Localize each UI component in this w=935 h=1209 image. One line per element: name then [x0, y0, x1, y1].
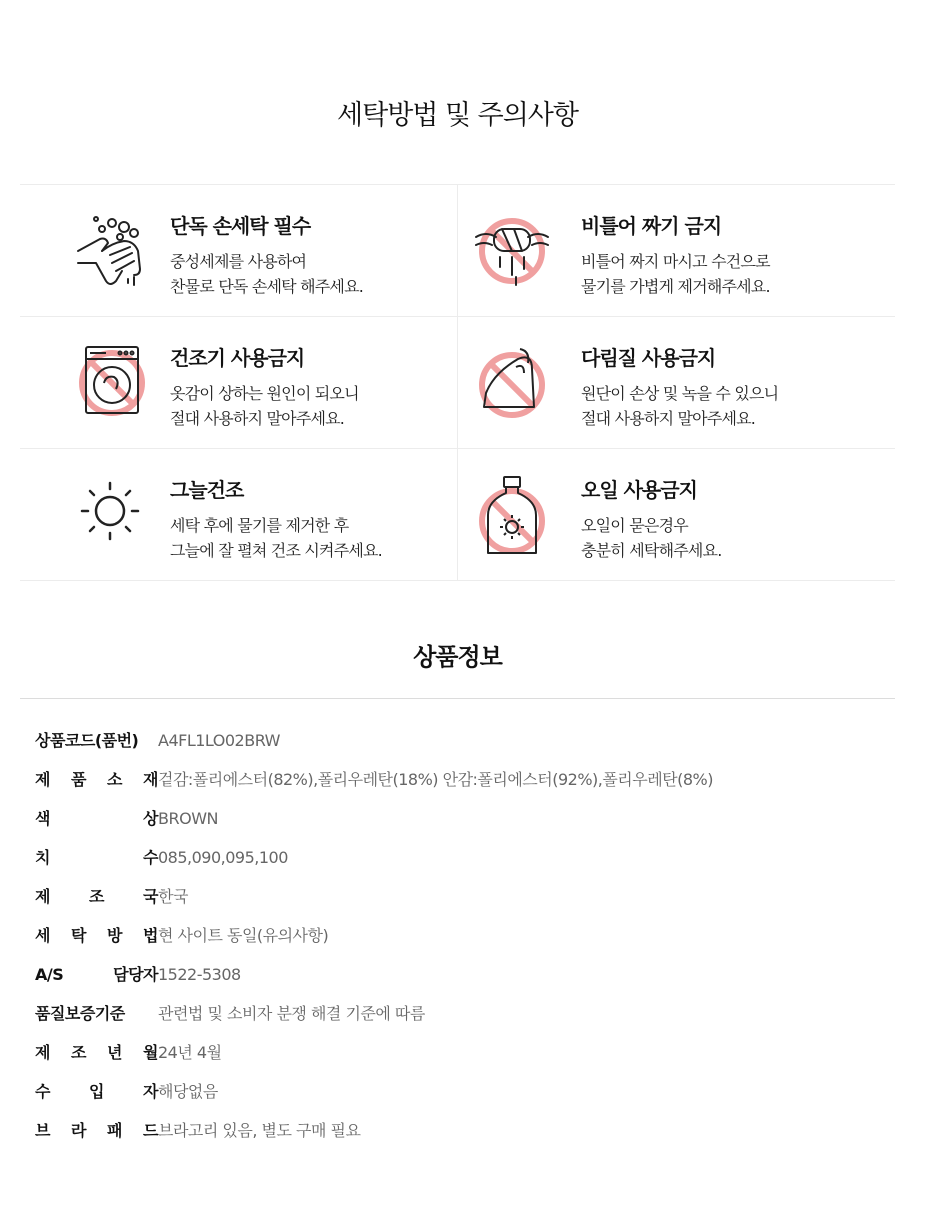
info-label-part: 자 — [143, 1082, 158, 1101]
info-row — [35, 1081, 755, 1105]
care-text-line: 찬물로 단독 손세탁 해주세요. — [170, 277, 364, 296]
hand-wash-icon — [72, 211, 152, 291]
info-label-part: 치 — [35, 848, 50, 867]
care-text-line: 물기를 가볍게 제거해주세요. — [581, 277, 770, 296]
care-text-line: 중성세제를 사용하여 — [170, 252, 307, 271]
info-value: 겉감:폴리에스터(82%),폴리우레탄(18%) 안감:폴리에스터(92%),폴리우레탄(8%) — [158, 770, 713, 789]
info-label-part: 상 — [143, 809, 158, 828]
info-value: 현 사이트 동일(유의사항) — [158, 926, 329, 945]
care-text-line: 절대 사용하지 말아주세요. — [581, 409, 756, 428]
care-heading: 단독 손세탁 필수 — [170, 214, 311, 238]
no-iron-icon — [472, 343, 552, 423]
info-label — [35, 1081, 158, 1103]
info-label — [35, 925, 158, 947]
care-text-line: 절대 사용하지 말아주세요. — [170, 409, 345, 428]
info-label-part: A/S — [35, 965, 64, 984]
info-label-part: 재 — [143, 770, 158, 789]
care-item-no-iron — [457, 317, 895, 449]
info-label-part: 입 — [89, 1082, 104, 1101]
no-oil-icon — [472, 475, 552, 555]
info-label — [35, 964, 158, 986]
info-label-part: 조 — [89, 887, 104, 906]
info-value: 085,090,095,100 — [158, 848, 288, 867]
care-heading: 건조기 사용금지 — [170, 346, 305, 370]
info-label-part: 패 — [107, 1121, 122, 1140]
info-label-part: 브 — [35, 1121, 50, 1140]
care-item-no-oil — [457, 449, 895, 581]
info-label-part: 수 — [143, 848, 158, 867]
info-label-part: 상품코드(품번) — [35, 731, 139, 750]
info-label-part: 세 — [35, 926, 50, 945]
care-text-line: 충분히 세탁해주세요. — [581, 541, 722, 560]
info-value: 브라고리 있음, 별도 구매 필요 — [158, 1121, 361, 1140]
info-label — [35, 730, 158, 752]
info-label — [35, 808, 158, 830]
info-value: 해당없음 — [158, 1082, 218, 1101]
info-row — [35, 964, 755, 988]
info-label-part: 라 — [71, 1121, 86, 1140]
no-wring-icon — [472, 211, 552, 291]
care-section-title: 세탁방법 및 주의사항 — [337, 100, 578, 131]
care-item-no-wring — [457, 185, 895, 317]
care-text-line: 옷감이 상하는 원인이 되오니 — [170, 384, 359, 403]
care-grid — [20, 184, 895, 581]
care-text-line: 그늘에 잘 펼쳐 건조 시켜주세요. — [170, 541, 382, 560]
info-label-part: 탁 — [71, 926, 86, 945]
info-value: A4FL1LO02BRW — [158, 731, 280, 750]
care-heading: 그늘건조 — [170, 478, 244, 502]
info-row — [35, 808, 755, 832]
care-text-line: 비틀어 짜지 마시고 수건으로 — [581, 252, 770, 271]
info-row — [35, 769, 755, 793]
info-section-title: 상품정보 — [413, 643, 502, 671]
no-dryer-icon — [72, 343, 152, 423]
care-heading: 비틀어 짜기 금지 — [581, 214, 722, 238]
info-label-part: 제 — [35, 887, 50, 906]
info-label — [35, 769, 158, 791]
info-value: 한국 — [158, 887, 188, 906]
info-row — [35, 847, 755, 871]
care-text-line: 오일이 묻은경우 — [581, 516, 688, 535]
info-label-part: 담당자 — [113, 965, 158, 984]
info-label-part: 제 — [35, 1043, 50, 1062]
info-label-part: 년 — [107, 1043, 122, 1062]
info-value: 관련법 및 소비자 분쟁 해결 기준에 따름 — [158, 1004, 425, 1023]
info-row — [35, 1120, 755, 1144]
info-label-part: 색 — [35, 809, 50, 828]
info-label-part: 월 — [143, 1043, 158, 1062]
info-row — [35, 1042, 755, 1066]
info-label-part: 조 — [71, 1043, 86, 1062]
info-label-part: 수 — [35, 1082, 50, 1101]
info-row — [35, 925, 755, 949]
info-row — [35, 1003, 755, 1027]
info-label-part: 드 — [143, 1121, 158, 1140]
sun-icon — [72, 475, 152, 555]
care-heading: 다림질 사용금지 — [581, 346, 716, 370]
info-label-part: 품질보증기준 — [35, 1004, 125, 1023]
care-item-shade-dry — [20, 449, 457, 581]
info-label — [35, 1120, 158, 1142]
info-label-part: 법 — [143, 926, 158, 945]
info-label — [35, 886, 158, 908]
info-label — [35, 1003, 158, 1025]
info-label-part: 방 — [107, 926, 122, 945]
care-heading: 오일 사용금지 — [581, 478, 697, 502]
info-row — [35, 886, 755, 910]
info-value: BROWN — [158, 809, 218, 828]
care-item-hand-wash — [20, 185, 457, 317]
info-row — [35, 730, 755, 754]
info-value: 24년 4월 — [158, 1043, 222, 1062]
info-label-part: 국 — [143, 887, 158, 906]
info-label-part: 품 — [71, 770, 86, 789]
info-label — [35, 847, 158, 869]
care-text-line: 세탁 후에 물기를 제거한 후 — [170, 516, 349, 535]
care-item-no-dryer — [20, 317, 457, 449]
info-label — [35, 1042, 158, 1064]
info-label-part: 소 — [107, 770, 122, 789]
divider — [20, 698, 895, 699]
product-info-table — [35, 730, 755, 1159]
info-label-part: 제 — [35, 770, 50, 789]
info-value: 1522-5308 — [158, 965, 241, 984]
care-text-line: 원단이 손상 및 녹을 수 있으니 — [581, 384, 779, 403]
